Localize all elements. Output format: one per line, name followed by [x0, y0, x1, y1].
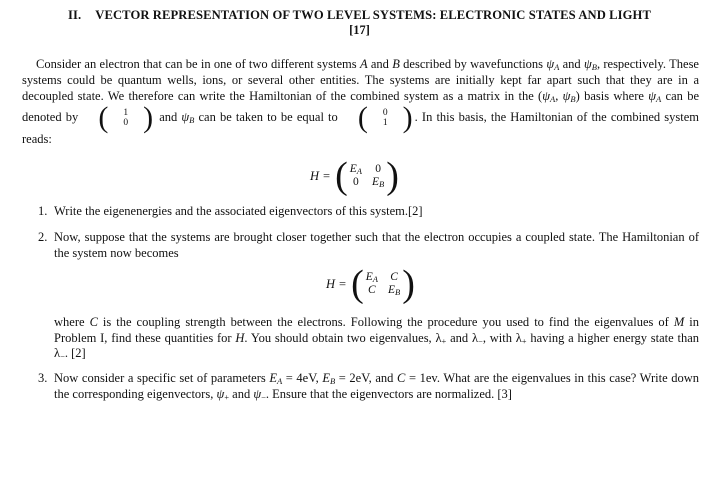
- subscript: B: [189, 114, 195, 125]
- subscript: B: [591, 62, 597, 72]
- item-text: where C is the coupling strength between the electrons. Following the procedure you used to find the eigenvalues of M in Problem I, find these quantities for H. You should obtain two eigenvalues, $\lambda_+$ and $\lambda_-$, with $\lambda_+$ having a higher energy state than $\lambda_-$. [2]: [54, 315, 699, 362]
- hamiltonian-coupled: [326, 263, 415, 305]
- item-number: 3.: [38, 371, 48, 385]
- section-title: VECTOR REPRESENTATION OF TWO LEVEL SYSTEMS: ELECTRONIC STATES AND LIGHT: [95, 8, 651, 22]
- matrix-entry-21: C: [368, 284, 376, 296]
- psi-symbol: ψ: [542, 89, 550, 104]
- intro-text: and: [559, 57, 584, 71]
- subscript: B: [570, 94, 576, 105]
- item-text: Now consider a specific set of parameters $E_A = 4eV$, $E_B = 2eV$, and C = 1ev. What are the eigenvalues in this case? Write down the corresponding eigenvectors, $\psi_+$ and $\psi_-$. Ensure that the eigenvectors are normalized. [3]: [54, 371, 700, 402]
- section-number: II.: [68, 8, 82, 22]
- subscript: A: [554, 62, 560, 72]
- hamiltonian-symbol: H: [326, 276, 336, 291]
- hamiltonian-decoupled: [310, 155, 399, 197]
- vector-entry: 0: [123, 117, 129, 128]
- item-number: 2.: [38, 230, 48, 244]
- psi-symbol: ψ: [648, 89, 657, 104]
- equals-sign: =: [323, 168, 331, 183]
- intro-text: , respectively. These systems could be quantum wells, ions, or several other entities. The systems are initially kept far apart such that they are in a decoupled state. We therefore can write the Hamiltonian of the combined system as a matrix in the (: [22, 57, 699, 104]
- list-item: [38, 230, 699, 261]
- intro-text: ,: [555, 89, 563, 104]
- item-text: Write the eigenenergies and the associated eigenvectors of this system.[2]: [54, 204, 423, 218]
- matrix-entry-12: C: [390, 271, 398, 283]
- list-item: [38, 204, 699, 220]
- intro-text: . In this basis, the Hamiltonian of the combined system reads:: [22, 109, 699, 146]
- intro-paragraph: [22, 56, 699, 147]
- matrix-entry-11: $E_A$: [349, 163, 362, 176]
- matrix-entry-22: $E_B$: [371, 176, 385, 189]
- item-2-continuation: [38, 315, 699, 362]
- intro-text: can be denoted by: [22, 89, 700, 124]
- list-item: [38, 371, 699, 402]
- matrix-entry-11: $E_A$: [365, 271, 378, 284]
- matrix-entry-12: 0: [375, 163, 381, 175]
- subscript: A: [656, 94, 662, 105]
- system-a: A: [359, 57, 368, 71]
- item-text: Now, suppose that the systems are brought closer together such that the electron occupies a coupled state. The Hamiltonian of the system now becomes: [54, 230, 699, 260]
- intro-text: Consider an electron that can be in one of two different systems: [36, 57, 360, 71]
- hamiltonian-symbol: H: [310, 168, 320, 183]
- column-vector-b: ( 0 1 ): [357, 100, 413, 134]
- matrix: ( $E_A$ 0 0 $E_B$ ): [335, 155, 399, 197]
- psi-symbol: ψ: [562, 89, 571, 104]
- intro-text: and: [155, 109, 182, 124]
- matrix-entry-21: 0: [352, 176, 359, 188]
- matrix-entry-22: $E_B$: [387, 284, 401, 297]
- psi-symbol: ψ: [583, 57, 592, 71]
- subscript: A: [549, 94, 556, 105]
- column-vector-a: ( 1 0 ): [98, 100, 154, 134]
- vector-entry: 1: [382, 117, 388, 128]
- matrix: ( $E_A$ C C $E_B$ ): [351, 263, 415, 305]
- system-b: B: [392, 57, 400, 71]
- psi-symbol: ψ: [181, 109, 190, 124]
- section-heading: [0, 8, 719, 23]
- psi-symbol: ψ: [546, 57, 555, 71]
- intro-text: ) basis where: [575, 89, 649, 104]
- vector-entry: 0: [382, 107, 388, 118]
- item-number: 1.: [38, 204, 48, 218]
- intro-text: and: [367, 57, 393, 71]
- intro-text: can be taken to be equal to: [194, 109, 342, 124]
- intro-text: described by wavefunctions: [399, 57, 547, 71]
- vector-entry: 1: [123, 107, 129, 118]
- equals-sign: =: [339, 276, 347, 291]
- section-marks: [17]: [349, 23, 370, 37]
